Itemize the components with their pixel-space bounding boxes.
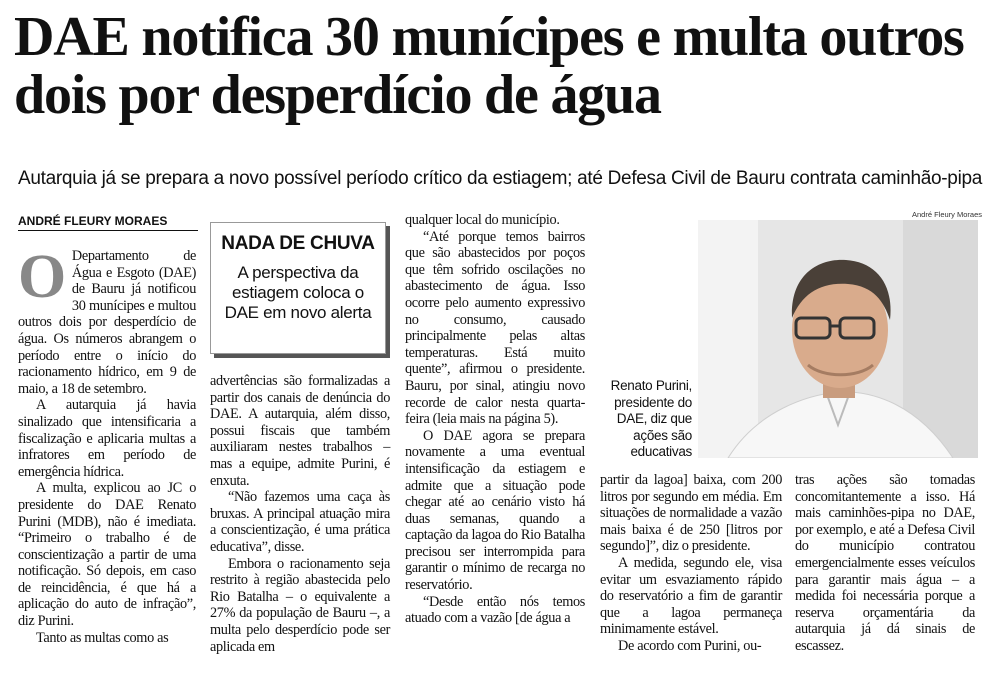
paragraph: A medida, segundo ele, visa evitar um esvaziamento rápido do reservatório a fim de garantir que a lagoa permaneça minimamente estável. (600, 554, 782, 638)
paragraph: O DAE agora se prepara novamente a uma eventual intensificação da estiagem e admite que a situação pode chegar até ao cenário visto há duas semanas, quando a captação da lagoa do Rio Batalha precisou ser interrompida para garantir o mínimo de recarga no reservatório. (405, 427, 585, 594)
paragraph: Tanto as multas como as (36, 629, 169, 646)
photo-credit: André Fleury Moraes (912, 210, 983, 219)
paragraph: A autarquia já havia sinalizado que intensificaria a fiscalização e aplicaria multas a infratores em período de emergência hídrica. (18, 397, 196, 480)
paragraph: De acordo com Purini, ou- (618, 637, 762, 654)
sidebar-box-title: NADA DE CHUVA (221, 233, 375, 254)
photo-caption: Renato Purini, presidente do DAE, diz que ações são educativas (610, 378, 692, 459)
article-column-2 (210, 373, 390, 655)
paragraph: tras ações são tomadas concomitantemente a isso. Há mais caminhões-pipa no DAE, por exemplo, e até a Defesa Civil do município contratou emergencialmente esses veículos para garantir mais água – a medida foi necessária porque a reserva orçamentária da autarquia já dá sinais de escassez. (795, 472, 975, 654)
paragraph: “Desde então nós temos atuado com a vazão [de água a (405, 593, 585, 627)
article-column-4 (600, 472, 782, 655)
portrait-photo (698, 220, 978, 458)
article-column-5 (795, 472, 975, 655)
paragraph: “Não fazemos uma caça às bruxas. A principal atuação mira a conscientização, é uma prática educativa”, disse. (210, 489, 390, 555)
paragraph: Departamento de Água e Esgoto (DAE) de Bauru já notificou 30 munícipes e multou outros dois por desperdício de água. Os números abrangem o período entre o início do racionamento hídrico, em 9 de maio, a 18 de setembro. (18, 248, 196, 397)
paragraph: Embora o racionamento seja restrito à região abastecida pelo Rio Batalha – o equivalente a 27% da população de Bauru –, a multa pelo desperdício pode ser aplicada em (210, 555, 390, 655)
paragraph: “Até porque temos bairros que são abastecidos por poços que têm sofrido oscilações no abastecimento de água. Isso ocorre pelo aumento expressivo no consumo, causado principalmente pelas altas temperaturas. Está muito quente”, afirmou o presidente. Bauru, por sinal, atingiu novo recorde de calor nesta quarta-feira (leia mais na página 5). (405, 228, 585, 428)
sidebar-box-text: A perspectiva da estiagem coloca o DAE em novo alerta (224, 263, 372, 322)
paragraph: partir da lagoa] baixa, com 200 litros por segundo em média. Em situações de normalidade a vazão mais baixa é de 250 [litros por segundo]”, diz o presidente. (600, 472, 782, 555)
article-column-3 (405, 212, 585, 627)
paragraph: A multa, explicou ao JC o presidente do DAE Renato Purini (MDB), não é imediata. “Primeiro o trabalho é de conscientização a partir de uma notificação. Só depois, em caso de reincidência, é que há a aplicação do auto de infração”, diz Purini. (18, 480, 196, 630)
sidebar-box (210, 222, 386, 354)
article-subheadline: Autarquia já se prepara a novo possível período crítico da estiagem; até Defesa Civil de Bauru contrata caminhão-pipa (18, 168, 983, 189)
article-column-1 (18, 243, 196, 646)
drop-cap: O (18, 243, 66, 311)
paragraph: qualquer local do município. (405, 212, 560, 228)
portrait-icon (698, 220, 978, 458)
article-headline: DAE notifica 30 munícipes e multa outros dois por desperdício de água (14, 6, 964, 126)
byline: ANDRÉ FLEURY MORAES (18, 214, 198, 231)
paragraph: advertências são formalizadas a partir dos canais de denúncia do DAE. A autarquia, além disso, possui fiscais que também auxiliaram nestes trabalhos – mas a equipe, admite Purini, é enxuta. (210, 373, 390, 489)
